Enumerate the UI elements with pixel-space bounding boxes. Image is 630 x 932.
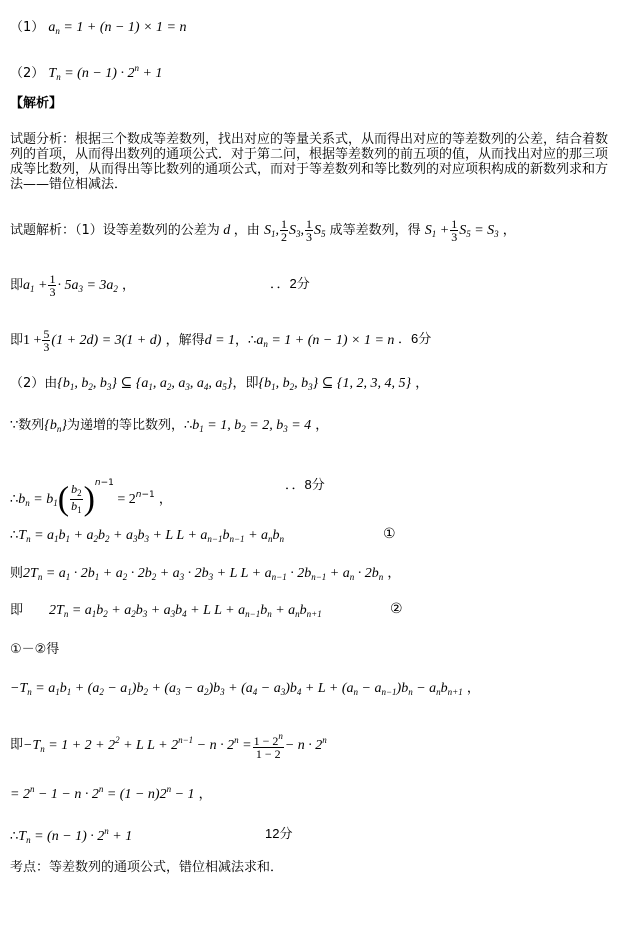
answer-1-formula: $a_n = 1 + (n - 1) \times 1 = n$ (48, 20, 187, 36)
subtract-label: ①－②得 (10, 642, 60, 657)
eq-2: 即1 + $\frac{5}{3}$ (1 + 2d) = 3(1 + d) ，解得d = 1，$\therefore a_n = 1 + (n - 1) \times 1 = n$ (10, 327, 395, 354)
jiexi-heading: 【解析】 (10, 96, 63, 111)
score-6: ．6分 (398, 331, 432, 346)
eq-6: $\therefore T_n = a_1b_1 + a_2b_2 + a_3b_3 + L$ $L + a_{n-1}b_{n-1} + a_nb_n$ (10, 528, 285, 544)
eq-10: 即$-T_n = 1 + 2 + 2^2 + L$ $L + 2^{n-1} - n \cdot 2^n$ = $\frac{1 - 2^n}{1 - 2}$ − $n \cdot 2^n$ (10, 731, 327, 761)
eq-3: （2）由{$b_1$, $b_2$, $b_3$} ⊆ {$a_1$, $a_2$, $a_3$, $a_4$, $a_5$}，即{$b_1$, $b_2$, $b_3$} ⊆ {1, 2, 3, 4, 5} ， (10, 376, 429, 392)
eq-9: $-T_n = a_1b_1 + (a_2 - a_1)b_2 + (a_3 - a_2)b_3 + (a_4 - a_3)b_4 + L + (a_n - a_{n-1})b_n - a_nb_{n+1}$ ， (10, 681, 480, 697)
eq-1: 即$a_1$ + $\frac{1}{3}$ · $5a_3 = 3a_2$ ， (10, 272, 136, 299)
score-2: ．．2分 (270, 276, 310, 291)
eq-8: 即 $2T_n = a_1b_2 + a_2b_3 + a_3b_4 + L$ $L + a_{n-1}b_n + a_nb_{n+1}$ (10, 603, 322, 619)
mark-2: ② (390, 601, 403, 617)
answer-2-label: （2） (10, 66, 45, 81)
eq-7: 则$2T_n = a_1 \cdot 2b_1 + a_2 \cdot 2b_2 + a_3 \cdot 2b_3 + L$ $L + a_{n-1} \cdot 2b_{n-1} + a_n \cdot 2b_n$ ， (10, 566, 401, 582)
solution-intro: 试题解析：（1）设等差数列的公差为 d ，由 $S_1$, $\frac{1}{2}$ $S_3$, $\frac{1}{3}$ $S_5$ 成等差数列，得 $S_1$ + $\frac{1}{3}$ $S_5 = S_3$ ， (10, 217, 516, 244)
answer-2-formula: $T_n = (n - 1) \cdot 2^n + 1$ (48, 63, 163, 82)
score-12: 12分 (265, 826, 293, 841)
eq-11: = $2^n - 1 - n \cdot 2^n = (1 - n)2^n - 1$ ， (10, 784, 212, 802)
kaodian: 考点：等差数列的通项公式，错位相减法求和． (10, 860, 284, 875)
eq-4: ∵数列$\{b_n\}$为递增的等比数列，$\therefore b_1 = 1$, $b_2 = 2$, $b_3 = 4$ ， (10, 418, 329, 434)
answer-2 (10, 60, 162, 85)
analysis-paragraph: 试题分析：根据三个数成等差数列，找出对应的等量关系式，从而得出对应的等差数列的公差，结合着数列的首项，从而得出数列的通项公式．对于第二问，根据等差数列的前五项的值，从而找出对应的那三项成等比数列，从而得出等比数列的通项公式，而对于等差数列和等比数列的对应项积构成的新数列求和方法——错位相减法． (10, 132, 609, 192)
eq-12: $\therefore T_n = (n - 1) \cdot 2^n + 1$ (10, 826, 133, 845)
score-8: ．．8分 (285, 477, 325, 492)
answer-1 (10, 20, 187, 39)
answer-1-label: （1） (10, 20, 45, 35)
mark-1: ① (383, 526, 396, 542)
eq-5: $\therefore b_n = b_1$( $\frac{b_2}{b_1}$ )$^{n-1} = 2^{n-1}$ ， (10, 478, 172, 518)
